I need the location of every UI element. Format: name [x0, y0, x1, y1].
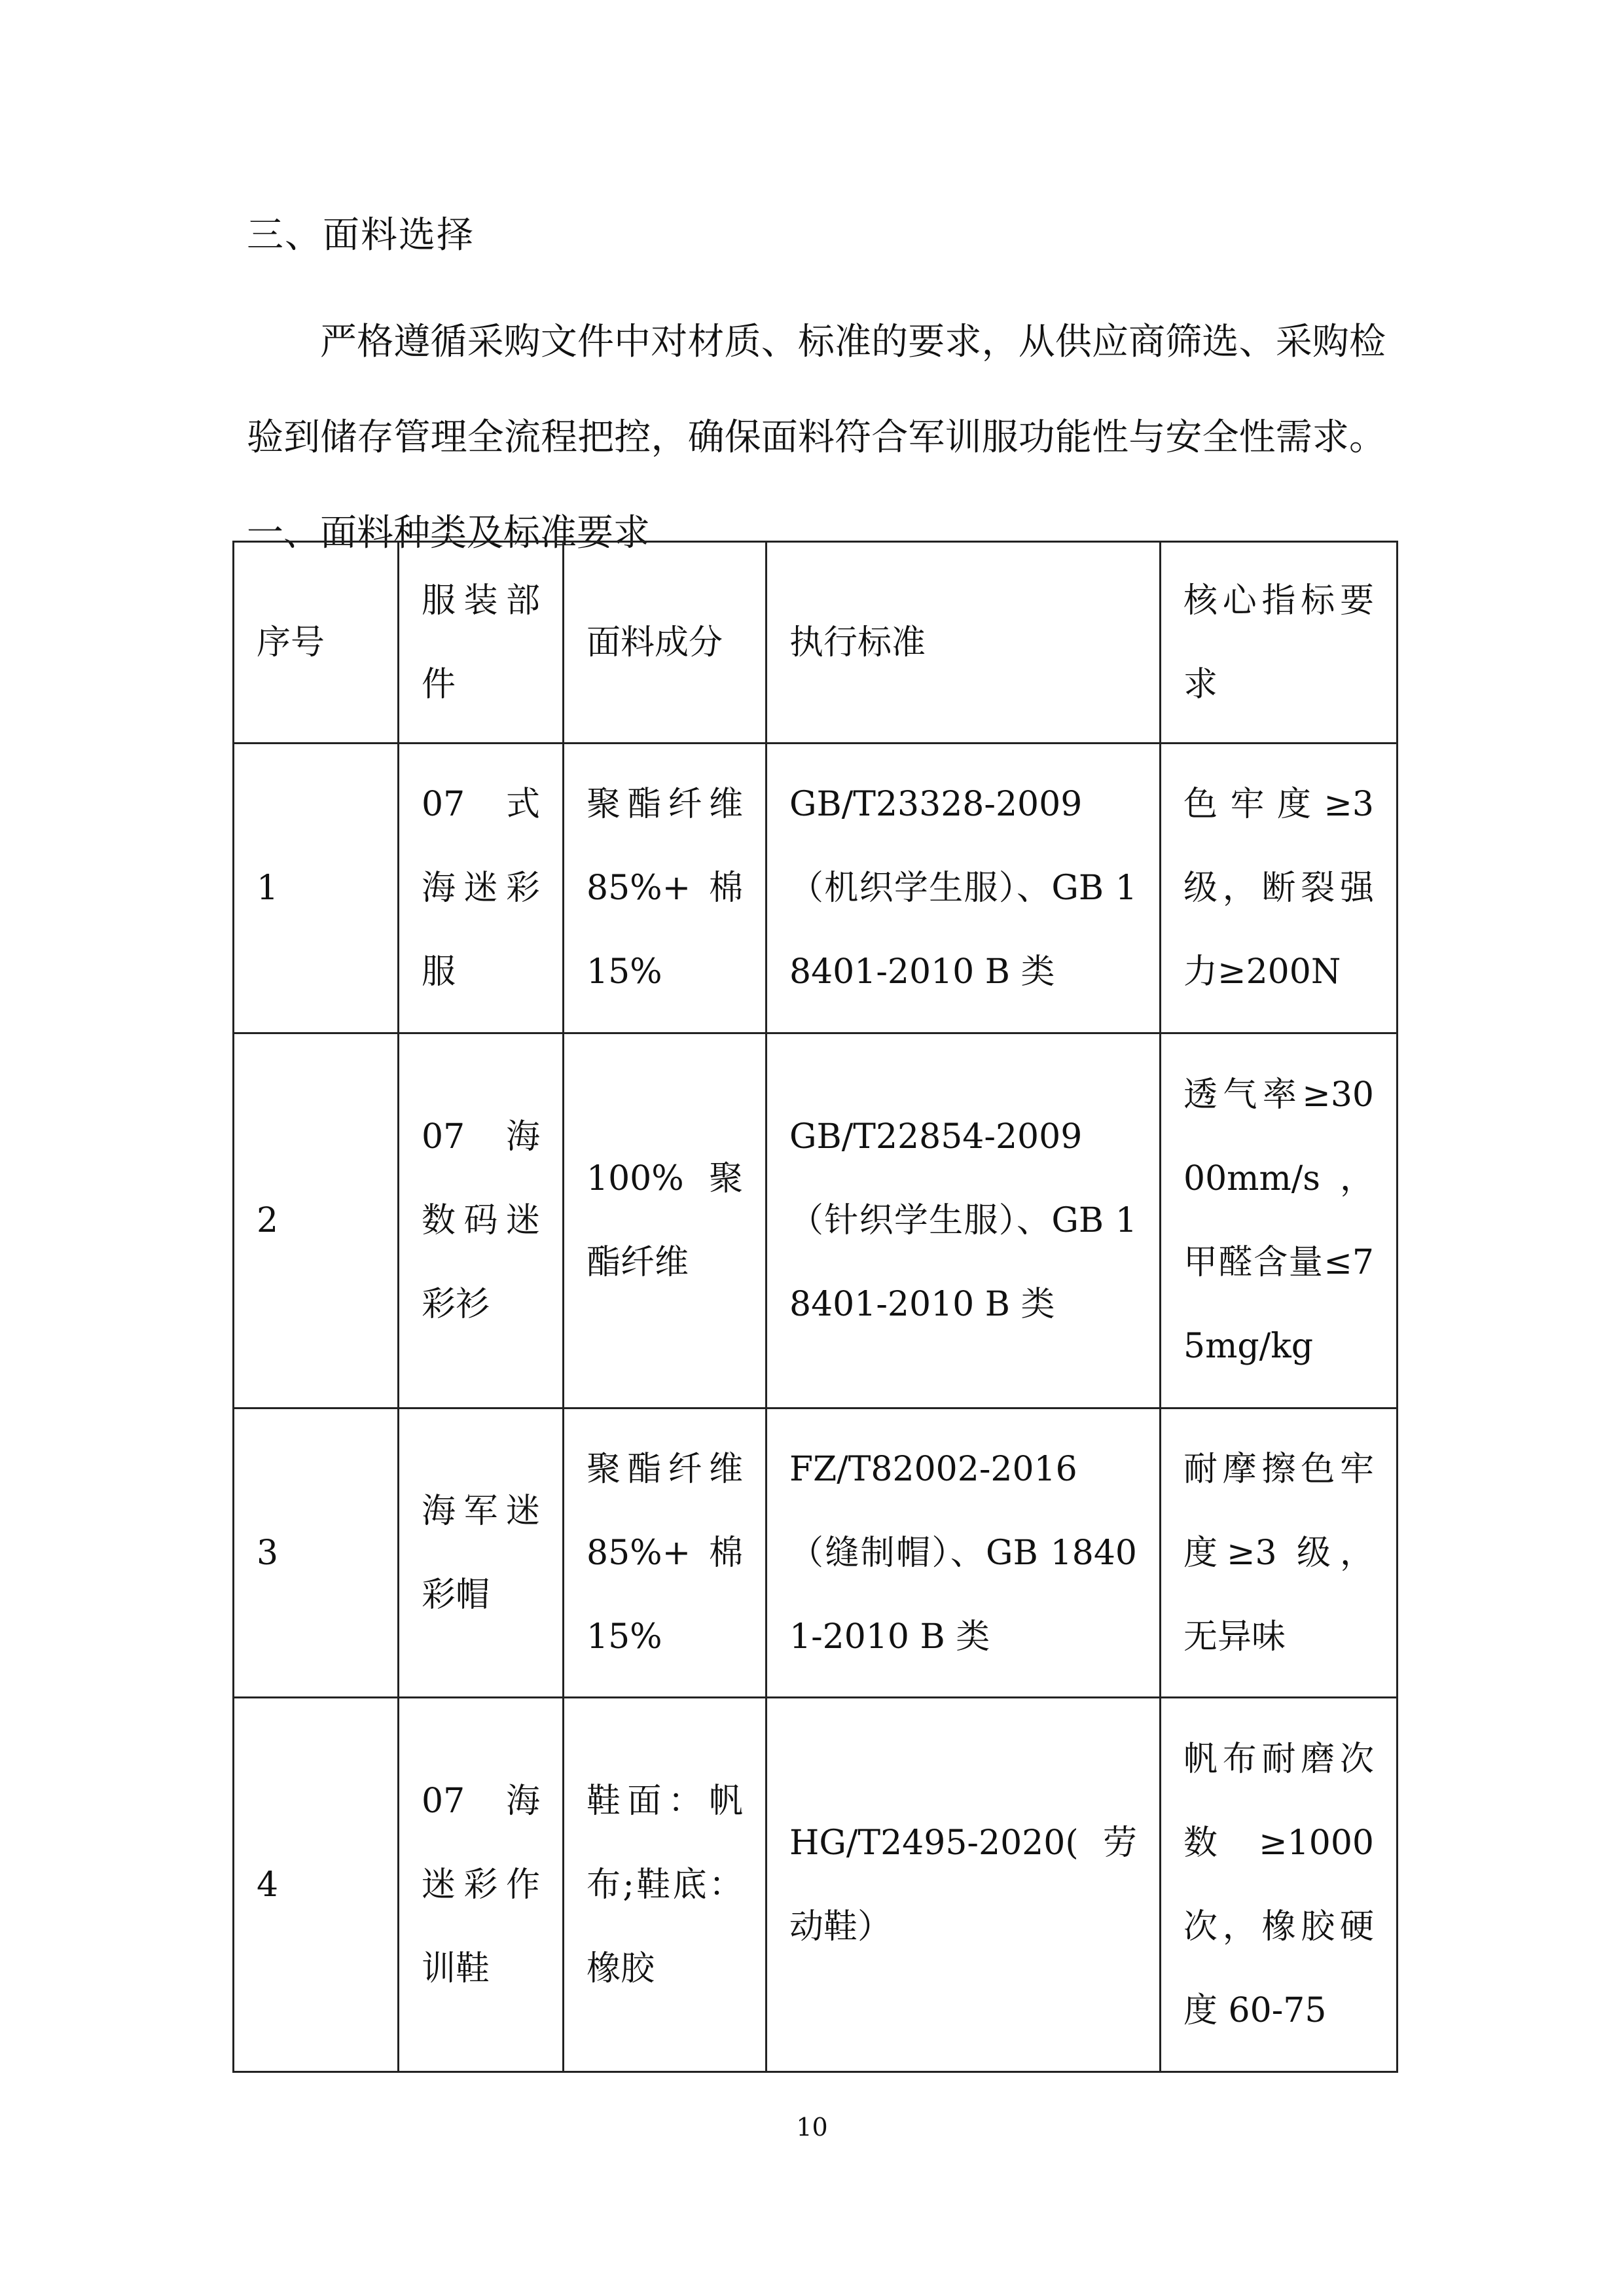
table-header-row — [234, 542, 1398, 744]
fabric-standards-table — [232, 541, 1398, 2073]
cell-index: 1 — [234, 744, 399, 1033]
cell-material: 100% 聚酯纤维 — [564, 1033, 767, 1408]
cell-requirement: 透气率≥3000mm/s，甲醛含量≤75mg/kg — [1161, 1033, 1398, 1408]
table-row — [234, 1033, 1398, 1408]
header-part: 服装部件 — [399, 542, 564, 744]
cell-index: 2 — [234, 1033, 399, 1408]
cell-part: 07 海迷彩作训鞋 — [399, 1698, 564, 2072]
header-standard: 执行标准 — [767, 542, 1161, 744]
section-heading: 三、面料选择 — [247, 214, 475, 257]
cell-requirement: 耐摩擦色牢度≥3 级，无异味 — [1161, 1408, 1398, 1698]
header-index: 序号 — [234, 542, 399, 744]
table-row — [234, 744, 1398, 1033]
cell-requirement: 帆布耐磨次数≥1000次，橡胶硬度 60-75 — [1161, 1698, 1398, 2072]
cell-material: 聚酯纤维85%+ 棉15% — [564, 1408, 767, 1698]
cell-standard: FZ/T82002-2016（缝制帽）、GB 18401-2010 B 类 — [767, 1408, 1161, 1698]
cell-index: 4 — [234, 1698, 399, 2072]
cell-index: 3 — [234, 1408, 399, 1698]
cell-standard: GB/T22854-2009（针织学生服）、GB 18401-2010 B 类 — [767, 1033, 1161, 1408]
page-number: 10 — [796, 2113, 828, 2142]
header-material: 面料成分 — [564, 542, 767, 744]
table-row — [234, 1698, 1398, 2072]
table-row — [234, 1408, 1398, 1698]
cell-material: 聚酯纤维85%+ 棉15% — [564, 744, 767, 1033]
cell-part: 海军迷彩帽 — [399, 1408, 564, 1698]
cell-requirement: 色牢度≥3级，断裂强力≥200N — [1161, 744, 1398, 1033]
header-requirement: 核心指标要求 — [1161, 542, 1398, 744]
section-paragraph: 严格遵循采购文件中对材质、标准的要求，从供应商筛选、采购检验到储存管理全流程把控，确保面料符合军训服功能性与安全性需求。一、面料种类及标准要求 — [247, 321, 1386, 554]
cell-standard: GB/T23328-2009（机织学生服）、GB 18401-2010 B 类 — [767, 744, 1161, 1033]
cell-material: 鞋面：帆布;鞋底：橡胶 — [564, 1698, 767, 2072]
cell-part: 07 海数码迷彩衫 — [399, 1033, 564, 1408]
cell-standard: HG/T2495-2020(劳动鞋） — [767, 1698, 1161, 2072]
cell-part: 07 式海迷彩服 — [399, 744, 564, 1033]
